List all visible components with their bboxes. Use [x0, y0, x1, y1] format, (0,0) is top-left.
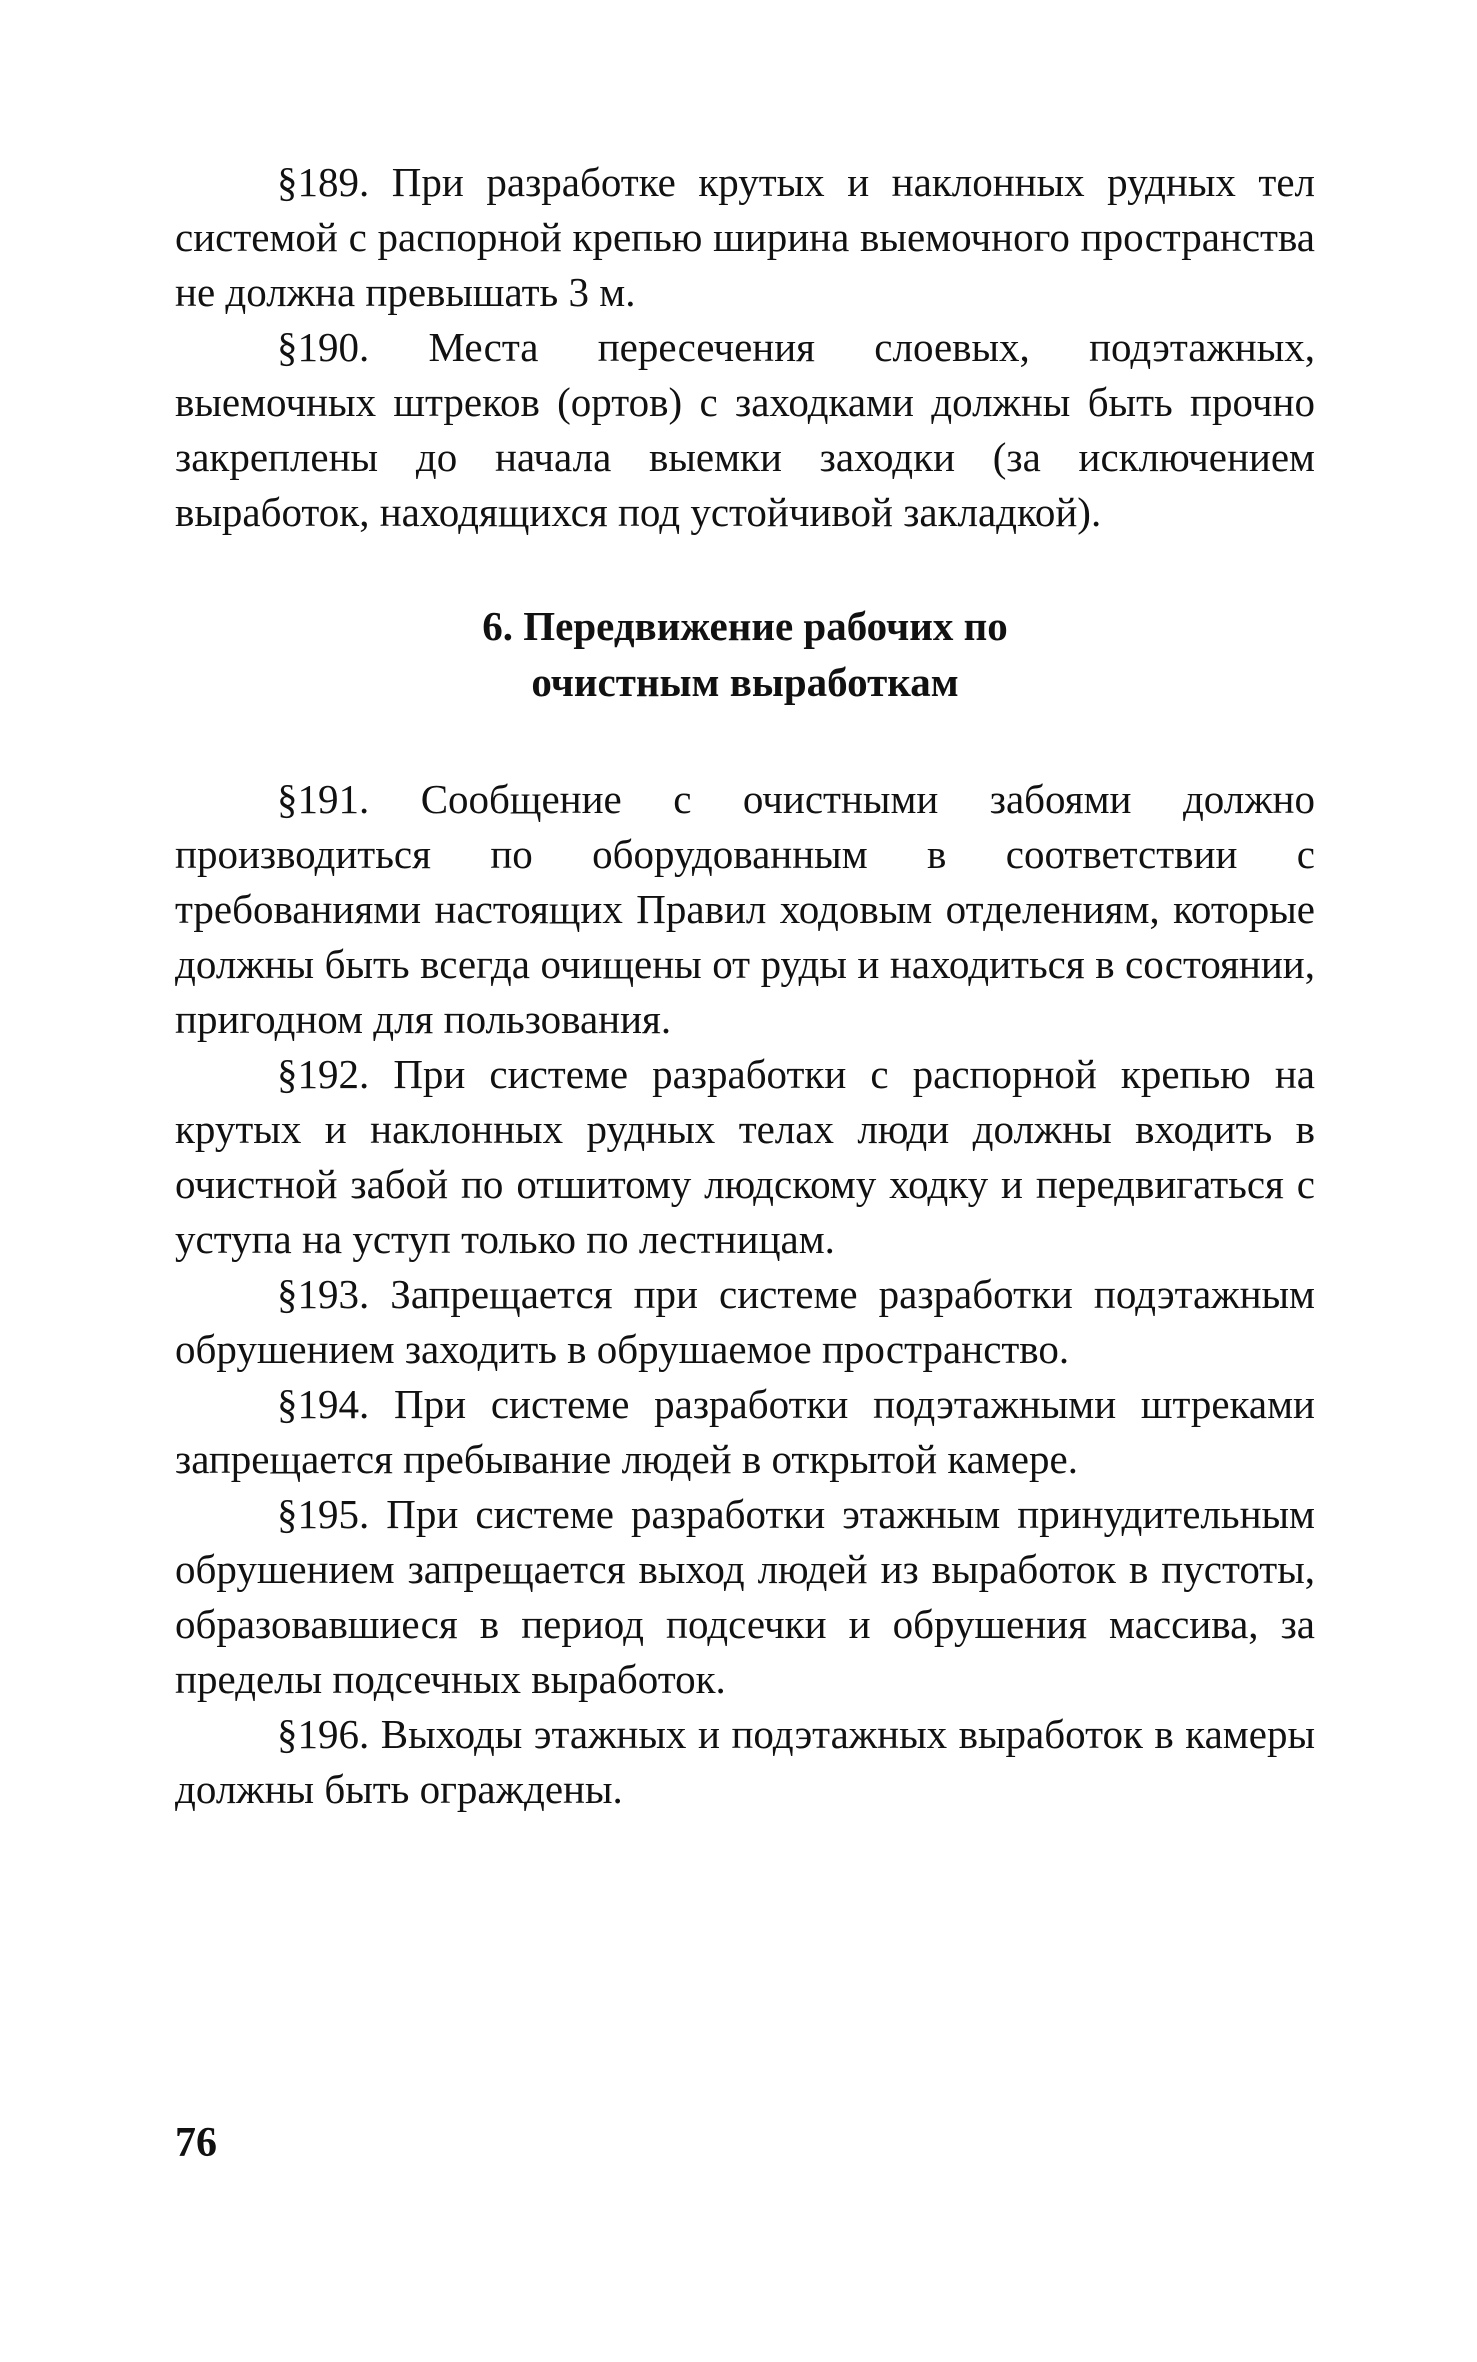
page-number: 76 — [175, 2120, 217, 2166]
paragraph-195: §195. При системе разработки этажным принудительным обрушением запрещается выход людей из выработок в пустоты, образовавшиеся в период подсечки и обрушения массива, за пределы подсечных выработок. — [175, 1491, 1315, 1702]
paragraph-189: §189. При разработке крутых и наклонных рудных тел системой с распорной крепью ширина выемочного пространства не должна превышать 3 м. — [175, 159, 1315, 315]
section-heading-line-1: 6. Передвижение рабочих по — [482, 603, 1008, 649]
paragraph-194: §194. При системе разработки подэтажными штреками запрещается пребывание людей в открытой камере. — [175, 1381, 1315, 1482]
paragraph-193: §193. Запрещается при системе разработки подэтажным обрушением заходить в обрушаемое пространство. — [175, 1271, 1315, 1372]
document-page — [175, 155, 1315, 1817]
paragraph-190: §190. Места пересечения слоевых, подэтажных, выемочных штреков (ортов) с заходками должны быть прочно закреплены до начала выемки заходки (за исключением выработок, находящихся под устойчивой закладкой). — [175, 324, 1315, 535]
paragraph-192: §192. При системе разработки с распорной крепью на крутых и наклонных рудных телах люди должны входить в очистной забой по отшитому людскому ходку и передвигаться с уступа на уступ только по лестницам. — [175, 1051, 1315, 1262]
paragraph-191: §191. Сообщение с очистными забоями должно производиться по оборудованным в соответствии с требованиями настоящих Правил ходовым отделениям, которые должны быть всегда очищены от руды и находиться в состоянии, пригодном для пользования. — [175, 776, 1315, 1042]
section-heading-line-2: очистным выработкам — [531, 659, 959, 705]
paragraph-196: §196. Выходы этажных и подэтажных выработок в камеры должны быть ограждены. — [175, 1711, 1315, 1812]
section-heading — [175, 598, 1315, 710]
